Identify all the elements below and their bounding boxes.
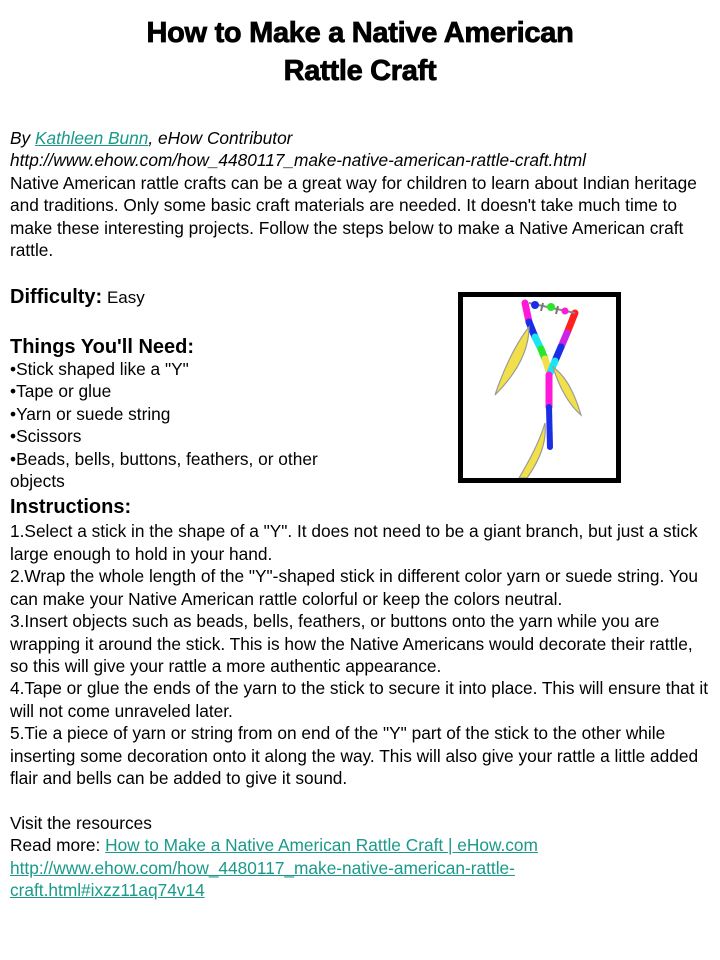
- list-item: • Beads, bells, buttons, feathers, or other objects: [10, 448, 350, 493]
- rattle-illustration: [458, 292, 621, 483]
- byline-suffix: , eHow Contributor: [148, 128, 293, 148]
- resource-url-line-2[interactable]: craft.html#ixzz11aq74v14: [10, 879, 205, 900]
- intro-paragraph: Native American rattle crafts can be a great way for children to learn about Indian heritage and traditions. Only some basic craft materials are needed. It doesn't take much time to make these interesting projects. Follow the steps below to make a Native American craft rattle.: [10, 172, 697, 261]
- instruction-step: 5.Tie a piece of yarn or string from on end of the "Y" part of the stick to the other while inserting some decoration onto it along the way. This will also give your rattle a little added flair and bells can be added to give it sound.: [10, 723, 699, 788]
- instructions-list: [10, 520, 715, 789]
- list-item: • Yarn or suede string: [10, 403, 350, 425]
- resource-url[interactable]: [10, 857, 715, 902]
- instruction-step: 3.Insert objects such as beads, bells, feathers, or buttons onto the yarn while you are wrapping it around the stick. This is how the Native Americans would decorate their rattle, so this will give your rattle a more authentic appearance.: [10, 611, 693, 676]
- instruction-step: 4.Tape or glue the ends of the yarn to the stick to secure it into place. This will ensure that it will not come unraveled later.: [10, 678, 709, 721]
- difficulty-label: Difficulty:: [10, 285, 103, 308]
- list-item: • Tape or glue: [10, 380, 350, 402]
- list-item: • Stick shaped like a "Y": [10, 358, 350, 380]
- visit-resources: Visit the resources: [10, 812, 152, 833]
- author-link[interactable]: Kathleen Bunn: [34, 128, 149, 148]
- byline: [10, 127, 715, 149]
- instructions-heading: Instructions:: [10, 496, 132, 519]
- title-line-1: How to Make a Native American: [146, 17, 574, 49]
- things-list: [10, 358, 350, 492]
- list-item: • Scissors: [10, 425, 350, 447]
- title-line-2: Rattle Craft: [283, 55, 437, 87]
- things-heading: Things You'll Need:: [10, 335, 195, 358]
- read-more-prefix: Read more:: [10, 835, 106, 856]
- read-more-link[interactable]: How to Make a Native American Rattle Craft | eHow.com: [105, 835, 538, 856]
- byline-prefix: By: [10, 128, 35, 148]
- instruction-step: 1.Select a stick in the shape of a "Y". It does not need to be a giant branch, but just a stick large enough to hold in your hand.: [10, 521, 698, 564]
- read-more: [10, 834, 715, 856]
- difficulty-value: Easy: [102, 287, 145, 307]
- article-body: [10, 127, 715, 901]
- page-title: [0, 14, 720, 90]
- source-url: http://www.ehow.com/how_4480117_make-native-american-rattle-craft.html: [10, 150, 586, 171]
- rattle-icon: [463, 297, 616, 478]
- instruction-step: 2.Wrap the whole length of the "Y"-shaped stick in different color yarn or suede string. You can make your Native American rattle colorful or keep the colors neutral.: [10, 566, 698, 609]
- resource-url-line-1[interactable]: http://www.ehow.com/how_4480117_make-native-american-rattle-: [10, 857, 515, 878]
